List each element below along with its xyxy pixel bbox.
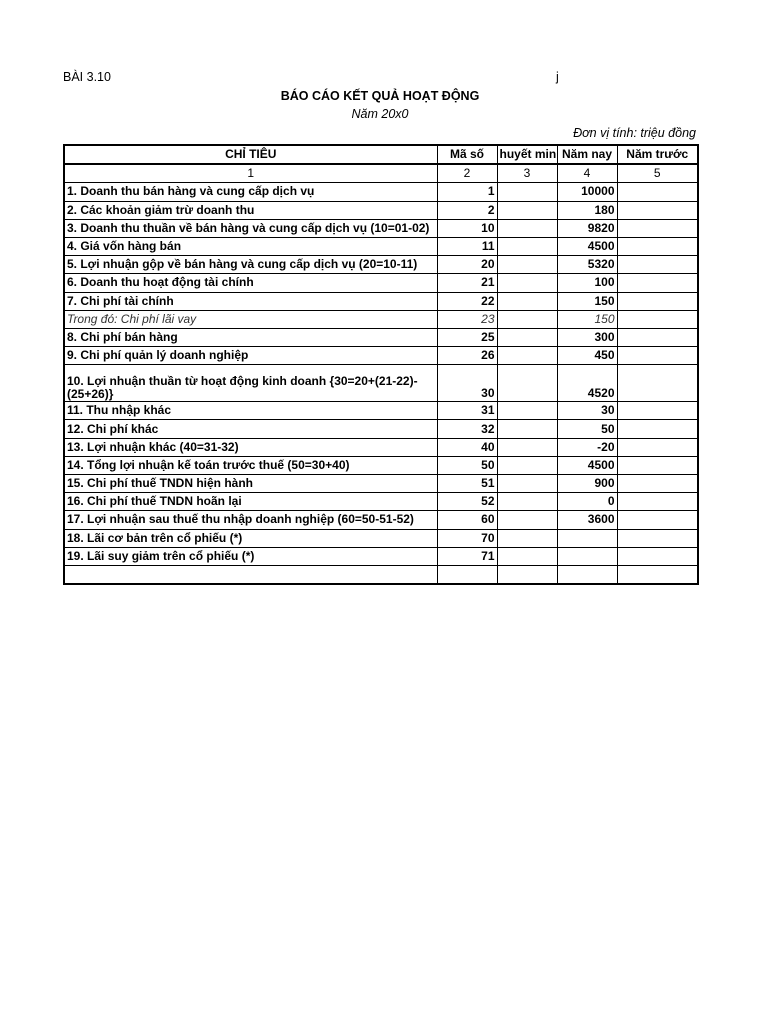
row-code: 26 <box>437 347 497 365</box>
row-current-year: 10000 <box>557 183 617 201</box>
row-note <box>497 310 557 328</box>
row-code: 23 <box>437 310 497 328</box>
column-header-current-year: Năm nay <box>557 145 617 164</box>
row-current-year: 3600 <box>557 511 617 529</box>
table-row <box>64 420 698 438</box>
table-row <box>64 183 698 201</box>
table-row <box>64 347 698 365</box>
row-code: 25 <box>437 328 497 346</box>
row-code: 52 <box>437 493 497 511</box>
table-row <box>64 292 698 310</box>
row-current-year <box>557 565 617 584</box>
row-current-year: 450 <box>557 347 617 365</box>
row-current-year: 0 <box>557 493 617 511</box>
row-note <box>497 529 557 547</box>
column-number: 5 <box>617 164 698 183</box>
row-previous-year <box>617 475 698 493</box>
row-label: 17. Lợi nhuận sau thuế thu nhập doanh nghiệp (60=50-51-52) <box>64 511 437 529</box>
column-number: 3 <box>497 164 557 183</box>
row-previous-year <box>617 565 698 584</box>
row-note <box>497 328 557 346</box>
row-label: 12. Chi phí khác <box>64 420 437 438</box>
table-row <box>64 511 698 529</box>
column-number: 1 <box>64 164 437 183</box>
row-current-year: 4500 <box>557 456 617 474</box>
row-current-year <box>557 547 617 565</box>
row-code <box>437 565 497 584</box>
row-current-year: 4520 <box>557 365 617 402</box>
report-year: Năm 20x0 <box>351 107 409 121</box>
row-previous-year <box>617 310 698 328</box>
row-label: 2. Các khoản giảm trừ doanh thu <box>64 201 437 219</box>
row-label: 6. Doanh thu hoạt động tài chính <box>64 274 437 292</box>
row-code: 51 <box>437 475 497 493</box>
table-row <box>64 402 698 420</box>
row-code: 70 <box>437 529 497 547</box>
row-previous-year <box>617 219 698 237</box>
column-header-indicator: CHỈ TIÊU <box>64 145 437 164</box>
row-current-year: 180 <box>557 201 617 219</box>
row-note <box>497 402 557 420</box>
row-current-year: 4500 <box>557 237 617 255</box>
row-previous-year <box>617 328 698 346</box>
row-label: 7. Chi phí tài chính <box>64 292 437 310</box>
row-previous-year <box>617 365 698 402</box>
row-note <box>497 292 557 310</box>
row-current-year: 150 <box>557 310 617 328</box>
row-previous-year <box>617 183 698 201</box>
table-row <box>64 256 698 274</box>
row-code: 60 <box>437 511 497 529</box>
column-number-row <box>64 164 698 183</box>
row-current-year: 50 <box>557 420 617 438</box>
table-row <box>64 493 698 511</box>
column-header-code: Mã số <box>437 145 497 164</box>
row-previous-year <box>617 511 698 529</box>
row-label: 18. Lãi cơ bản trên cổ phiếu (*) <box>64 529 437 547</box>
row-label <box>64 565 437 584</box>
column-number: 2 <box>437 164 497 183</box>
row-current-year: -20 <box>557 438 617 456</box>
row-label: 19. Lãi suy giảm trên cổ phiếu (*) <box>64 547 437 565</box>
row-note <box>497 547 557 565</box>
row-previous-year <box>617 456 698 474</box>
row-note <box>497 365 557 402</box>
income-statement-table <box>63 144 699 585</box>
row-code: 40 <box>437 438 497 456</box>
row-label: 10. Lợi nhuận thuần từ hoạt động kinh doanh {30=20+(21-22)-(25+26)} <box>64 365 437 402</box>
table-row <box>64 237 698 255</box>
row-label: 14. Tổng lợi nhuận kế toán trước thuế (50=30+40) <box>64 456 437 474</box>
row-previous-year <box>617 493 698 511</box>
row-note <box>497 274 557 292</box>
row-note <box>497 219 557 237</box>
row-code: 22 <box>437 292 497 310</box>
column-number: 4 <box>557 164 617 183</box>
row-note <box>497 565 557 584</box>
row-code: 30 <box>437 365 497 402</box>
row-note <box>497 420 557 438</box>
row-code: 31 <box>437 402 497 420</box>
row-current-year: 300 <box>557 328 617 346</box>
row-current-year: 5320 <box>557 256 617 274</box>
table-row <box>64 310 698 328</box>
table-row <box>64 274 698 292</box>
row-note <box>497 183 557 201</box>
row-current-year: 900 <box>557 475 617 493</box>
row-note <box>497 456 557 474</box>
table-row <box>64 456 698 474</box>
row-previous-year <box>617 438 698 456</box>
table-row <box>64 547 698 565</box>
row-current-year: 150 <box>557 292 617 310</box>
row-note <box>497 475 557 493</box>
row-code: 10 <box>437 219 497 237</box>
row-previous-year <box>617 547 698 565</box>
column-header-note: huyết min <box>497 145 557 164</box>
row-code: 2 <box>437 201 497 219</box>
row-note <box>497 493 557 511</box>
row-code: 32 <box>437 420 497 438</box>
table-row <box>64 529 698 547</box>
report-title: BÁO CÁO KẾT QUẢ HOẠT ĐỘNG <box>280 89 480 103</box>
row-label: 8. Chi phí bán hàng <box>64 328 437 346</box>
row-code: 21 <box>437 274 497 292</box>
row-code: 50 <box>437 456 497 474</box>
row-previous-year <box>617 347 698 365</box>
row-label: 3. Doanh thu thuần về bán hàng và cung cấp dịch vụ (10=01-02) <box>64 219 437 237</box>
column-header-previous-year: Năm trước <box>617 145 698 164</box>
table-row <box>64 438 698 456</box>
row-previous-year <box>617 274 698 292</box>
row-previous-year <box>617 402 698 420</box>
row-note <box>497 438 557 456</box>
row-current-year <box>557 529 617 547</box>
row-current-year: 30 <box>557 402 617 420</box>
row-label: 15. Chi phí thuế TNDN hiện hành <box>64 475 437 493</box>
row-note <box>497 201 557 219</box>
table-row <box>64 565 698 584</box>
row-note <box>497 237 557 255</box>
row-label: 16. Chi phí thuế TNDN hoãn lại <box>64 493 437 511</box>
row-label: Trong đó: Chi phí lãi vay <box>64 310 437 328</box>
row-previous-year <box>617 292 698 310</box>
table-row <box>64 201 698 219</box>
row-previous-year <box>617 201 698 219</box>
row-label: 13. Lợi nhuận khác (40=31-32) <box>64 438 437 456</box>
unit-label: Đơn vị tính: triệu đồng <box>573 126 696 140</box>
row-label: 1. Doanh thu bán hàng và cung cấp dịch vụ <box>64 183 437 201</box>
row-label: 5. Lợi nhuận gộp về bán hàng và cung cấp dịch vụ (20=10-11) <box>64 256 437 274</box>
row-previous-year <box>617 237 698 255</box>
row-label: 4. Giá vốn hàng bán <box>64 237 437 255</box>
row-note <box>497 347 557 365</box>
row-label: 9. Chi phí quản lý doanh nghiệp <box>64 347 437 365</box>
table-header-row <box>64 145 698 164</box>
row-label: 11. Thu nhập khác <box>64 402 437 420</box>
table-row <box>64 475 698 493</box>
row-current-year: 100 <box>557 274 617 292</box>
row-note <box>497 511 557 529</box>
row-code: 1 <box>437 183 497 201</box>
table-row <box>64 219 698 237</box>
stray-mark: j <box>556 70 559 84</box>
row-code: 20 <box>437 256 497 274</box>
row-code: 11 <box>437 237 497 255</box>
table-row <box>64 365 698 402</box>
row-previous-year <box>617 256 698 274</box>
row-current-year: 9820 <box>557 219 617 237</box>
row-code: 71 <box>437 547 497 565</box>
row-note <box>497 256 557 274</box>
exercise-number: BÀI 3.10 <box>63 70 111 84</box>
table-row <box>64 328 698 346</box>
row-previous-year <box>617 529 698 547</box>
row-previous-year <box>617 420 698 438</box>
